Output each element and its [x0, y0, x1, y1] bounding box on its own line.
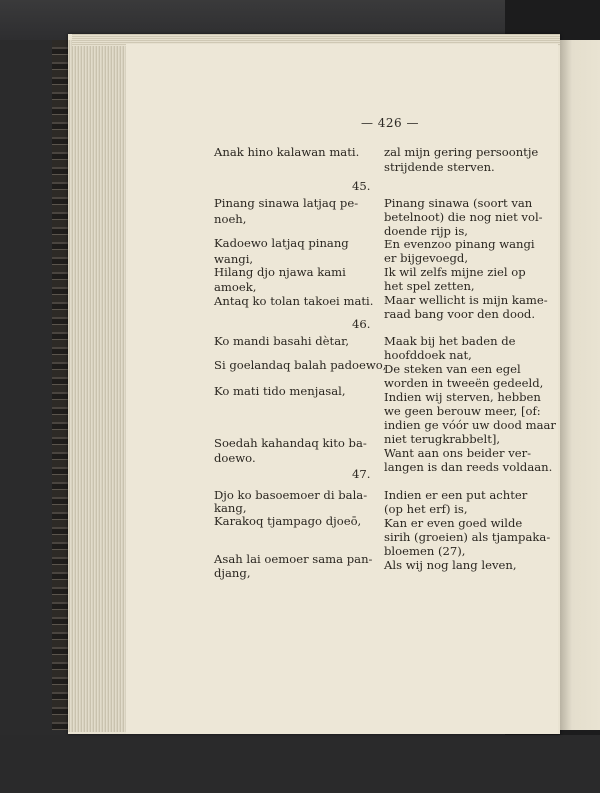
- text-line: indien ge vóór uw dood maar: [384, 418, 556, 432]
- text-line: Pinang sinawa (soort van: [384, 196, 533, 210]
- text-line: Pinang sinawa latjaq pe-: [214, 196, 359, 210]
- facing-page: [560, 40, 600, 730]
- text-line: Si goelandaq balah padoewo,: [214, 358, 387, 372]
- text-line: het spel zetten,: [384, 279, 475, 293]
- text-line: noeh,: [214, 212, 247, 226]
- text-line: betelnoot) die nog niet vol-: [384, 210, 543, 224]
- text-line: bloemen (27),: [384, 544, 466, 558]
- text-line: Ko mandi basahi dètar,: [214, 334, 350, 348]
- text-line: strijdende sterven.: [384, 160, 495, 174]
- text-line: Asah lai oemoer sama pan-: [214, 552, 373, 566]
- text-line: wangi,: [214, 252, 254, 266]
- text-line: er bijgevoegd,: [384, 251, 469, 265]
- text-line: raad bang voor den dood.: [384, 307, 536, 321]
- text-line: hoofddoek nat,: [384, 348, 472, 362]
- text-line: Karakoq tjampago djoeō,: [214, 514, 362, 528]
- text-line: kang,: [214, 501, 247, 515]
- text-line: worden in tweeën gedeeld,: [384, 376, 544, 390]
- page-edges: [68, 40, 126, 732]
- text-line: De steken van een egel: [384, 362, 521, 376]
- text-line: langen is dan reeds voldaan.: [384, 460, 553, 474]
- text-line: Als wij nog lang leven,: [384, 558, 517, 572]
- verse-number: 47.: [352, 467, 371, 481]
- page-number: — 426 —: [360, 116, 420, 130]
- text-line: Indien wij sterven, hebben: [384, 390, 541, 404]
- book-page: [126, 44, 558, 734]
- text-line: Ik wil zelfs mijne ziel op: [384, 265, 526, 279]
- background-bottom: [0, 735, 600, 793]
- text-line: Soedah kahandaq kito ba-: [214, 436, 367, 450]
- text-line: doewo.: [214, 451, 256, 465]
- text-line: Indien er een put achter: [384, 488, 528, 502]
- text-line: Kadoewo latjaq pinang: [214, 236, 349, 250]
- text-line: (op het erf) is,: [384, 502, 468, 516]
- text-line: Anak hino kalawan mati.: [214, 145, 360, 159]
- text-line: Hilang djo njawa kami: [214, 265, 346, 279]
- text-line: doende rijp is,: [384, 224, 468, 238]
- text-line: amoek,: [214, 280, 257, 294]
- text-line: Maar wellicht is mijn kame-: [384, 293, 548, 307]
- text-line: djang,: [214, 566, 251, 580]
- text-line: Djo ko basoemoer di bala-: [214, 488, 368, 502]
- text-line: niet terugkrabbelt],: [384, 432, 501, 446]
- text-line: Kan er even goed wilde: [384, 516, 523, 530]
- text-line: zal mijn gering persoontje: [384, 145, 539, 159]
- verse-number: 45.: [352, 179, 371, 193]
- text-line: sirih (groeien) als tjampaka-: [384, 530, 551, 544]
- text-line: Want aan ons beider ver-: [384, 446, 532, 460]
- verse-number: 46.: [352, 317, 371, 331]
- text-line: En evenzoo pinang wangi: [384, 237, 535, 251]
- text-line: we geen berouw meer, [of:: [384, 404, 541, 418]
- text-line: Maak bij het baden de: [384, 334, 516, 348]
- text-line: Ko mati tido menjasal,: [214, 384, 346, 398]
- text-line: Antaq ko tolan takoei mati.: [214, 294, 374, 308]
